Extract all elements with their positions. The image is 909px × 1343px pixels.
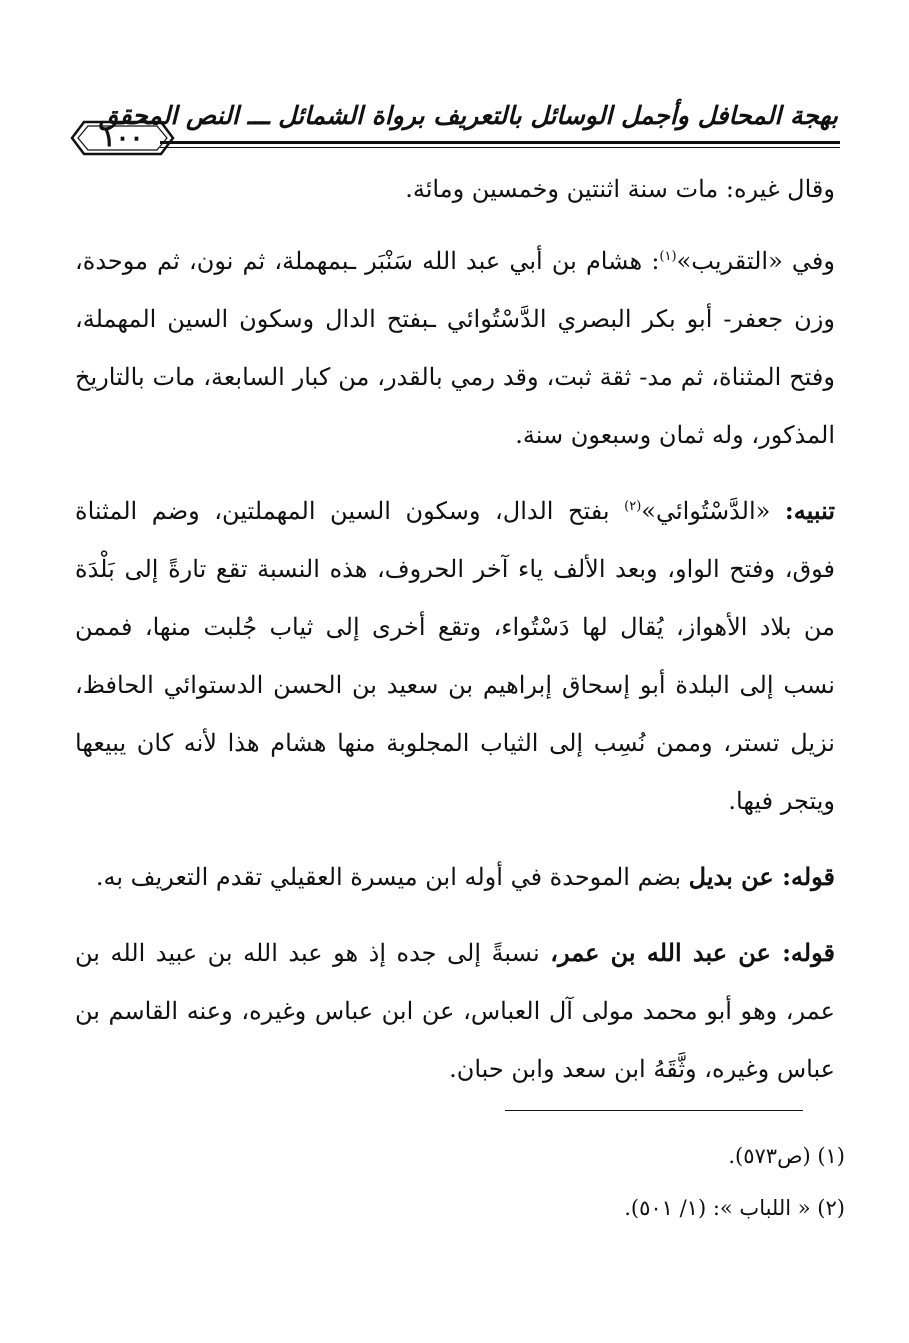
paragraph-lead: قوله: عن عبد الله بن عمر، <box>550 938 835 967</box>
paragraph-text: نسبةً إلى جده إذ هو عبد الله بن عبيد الله بن عمر، وهو أبو محمد مولى آل العباس، عن ابن عباس وغيره، وعنه القاسم بن عباس وغيره، وثَّقَهُ ابن سعد وابن حبان. <box>75 939 835 1083</box>
page-header <box>70 98 840 160</box>
paragraph-text: «الدَّسْتُوائي» <box>641 497 785 525</box>
paragraph <box>75 924 835 1098</box>
paragraph-text: وفي «التقريب» <box>676 247 835 275</box>
main-text <box>75 160 835 1116</box>
page-number: ١٠٠ <box>101 123 144 153</box>
header-rule <box>160 141 840 144</box>
paragraph-text: : هشام بن أبي عبد الله سَنْبَر ـبمهملة، ثم نون، ثم موحدة، وزن جعفر- أبو بكر البصري الدَّسْتُوائي ـبفتح الدال وسكون السين المهملة، وفتح المثناة، ثم مد- ثقة ثبت، وقد رمي بالقدر، من كبار السابعة، مات بالتاريخ المذكور، وله ثمان وسبعون سنة. <box>75 247 835 449</box>
paragraph <box>75 232 835 464</box>
paragraph-lead: تنبيه: <box>784 496 836 525</box>
footnote-ref: (١) <box>659 249 677 264</box>
paragraph-text: بفتح الدال، وسكون السين المهملتين، وضم المثناة فوق، وفتح الواو، وبعد الألف ياء آخر الحروف، هذه النسبة تقع تارةً إلى بَلْدَة من بلاد الأهواز، يُقال لها دَسْتُواء، وتقع أخرى إلى ثياب جُلبت منها، فممن نسب إلى البلدة أبو إسحاق إبراهيم بن سعيد بن الحسن الدستوائي الحافظ، نزيل تستر، وممن نُسِب إلى الثياب المجلوبة منها هشام هذا لأنه كان يبيعها ويتجر فيها. <box>75 497 835 815</box>
header-rule-thin <box>160 147 840 148</box>
footnote-separator <box>505 1110 803 1111</box>
running-title: بهجة المحافل وأجمل الوسائل بالتعريف برواة الشمائل ـــ النص المحقق <box>98 101 838 130</box>
paragraph <box>75 848 835 906</box>
paragraph <box>75 482 835 830</box>
paragraph <box>75 160 835 218</box>
paragraph-text: وقال غيره: مات سنة اثنتين وخمسين ومائة. <box>405 175 835 203</box>
footnote: (٢) « اللباب »: (١/ ٥٠١). <box>624 1196 845 1220</box>
paragraph-lead: قوله: عن بديل <box>688 862 835 891</box>
footnote: (١) (ص٥٧٣). <box>728 1144 845 1168</box>
paragraph-text: بضم الموحدة في أوله ابن ميسرة العقيلي تقدم التعريف به. <box>95 863 689 891</box>
page-number-ornament <box>70 120 175 156</box>
footnotes <box>75 1130 845 1234</box>
footnote-ref: (٢) <box>624 499 642 514</box>
